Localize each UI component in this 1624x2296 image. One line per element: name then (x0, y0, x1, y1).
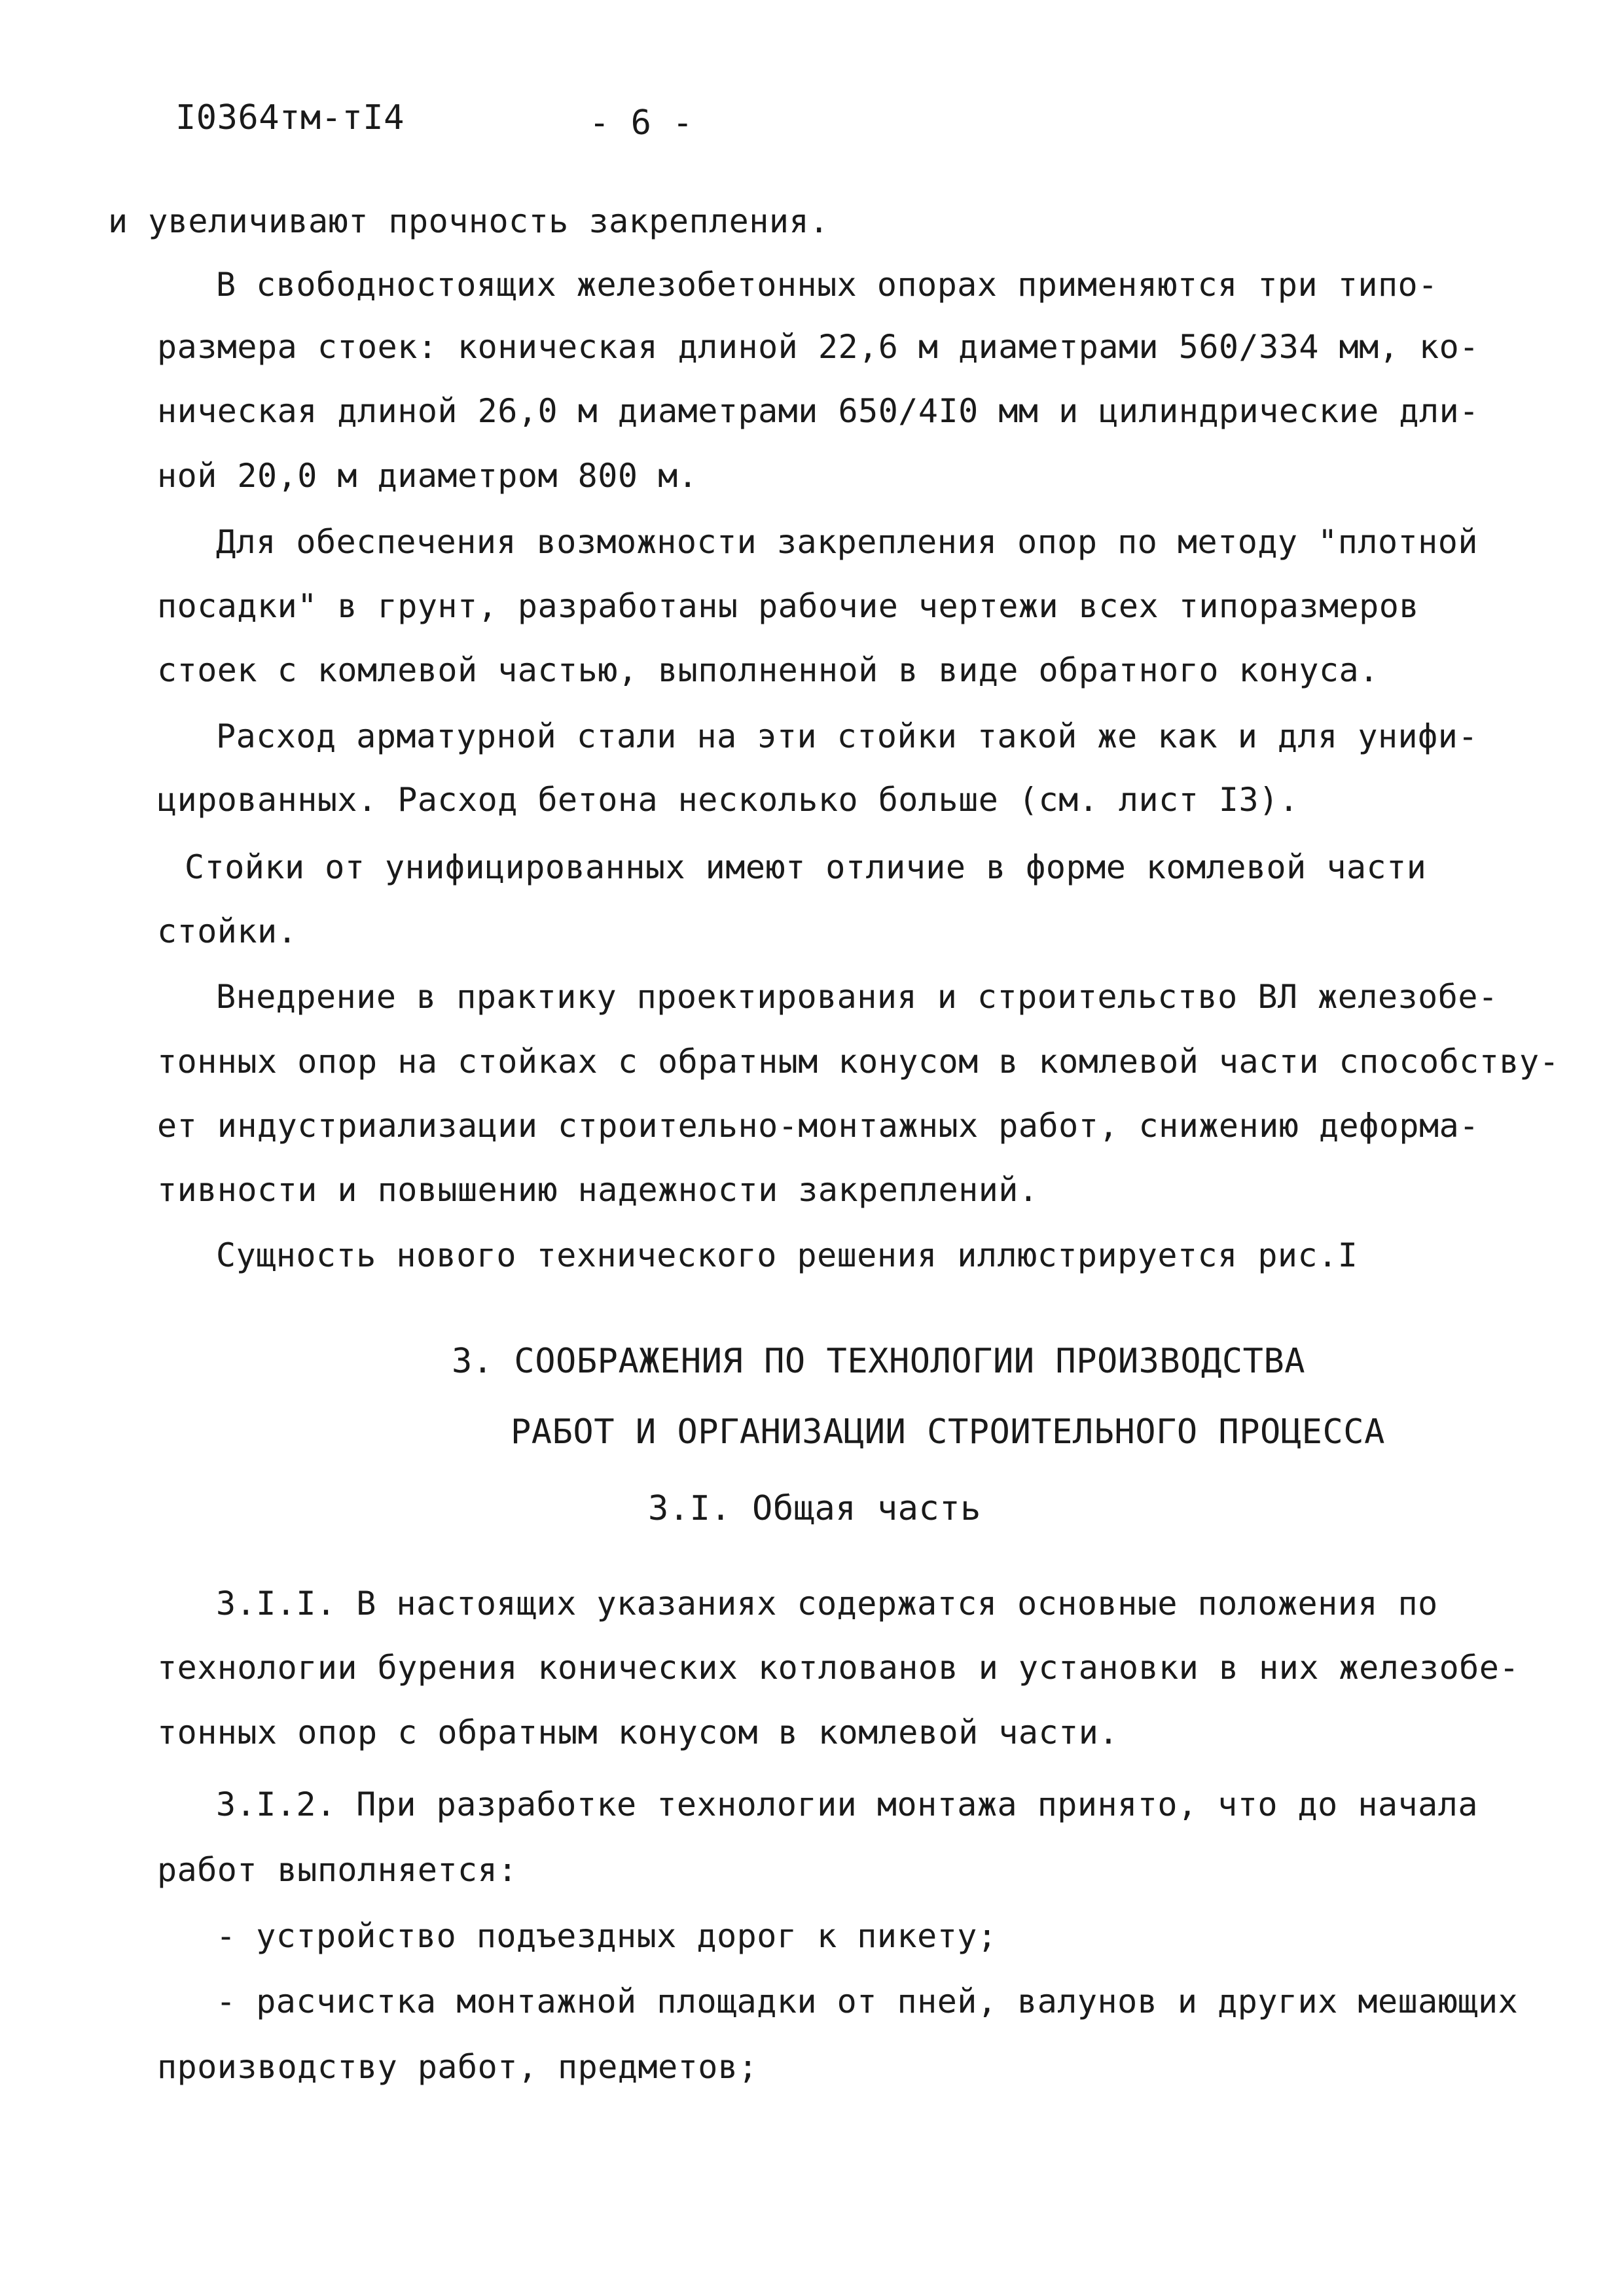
body-line: тонных опор на стойках с обратным конусом в комлевой части способству- (157, 1043, 1560, 1081)
body-line: тивности и повышению надежности закреплений. (157, 1171, 1039, 1209)
body-line: Внедрение в практику проектирования и строительство ВЛ железобе- (216, 978, 1498, 1016)
page-number: - 6 - (589, 103, 694, 143)
body-line: размера стоек: коническая длиной 22,6 м диаметрами 560/334 мм, ко- (157, 328, 1479, 366)
section-line: тонных опор с обратным конусом в комлевой части. (157, 1713, 1119, 1751)
list-item: - расчистка монтажной площадки от пней, валунов и других мешающих (216, 1982, 1519, 2020)
section-line: работ выполняется: (157, 1851, 518, 1889)
body-line: ет индустриализации строительно-монтажных работ, снижению деформа- (157, 1107, 1479, 1145)
list-item-continuation: производству работ, предметов; (157, 2048, 759, 2086)
body-line: посадки" в грунт, разработаны рабочие чертежи всех типоразмеров (157, 587, 1419, 625)
body-line: ническая длиной 26,0 м диаметрами 650/4I0 мм и цилиндрические дли- (157, 392, 1479, 430)
body-line: ной 20,0 м диаметром 800 м. (157, 457, 698, 495)
section-line: технологии бурения конических котлованов и установки в них железобе- (157, 1649, 1519, 1687)
body-line: стойки. (157, 912, 298, 950)
section-title-line-2: РАБОТ И ОРГАНИЗАЦИИ СТРОИТЕЛЬНОГО ПРОЦЕССА (511, 1412, 1385, 1452)
body-line: Стойки от унифицированных имеют отличие в форме комлевой части (185, 848, 1427, 886)
list-item: - устройство подъездных дорог к пикету; (216, 1917, 998, 1955)
body-line: Для обеспечения возможности закрепления опор по методу "плотной (216, 523, 1478, 561)
body-line: Расход арматурной стали на эти стойки такой же как и для унифи- (216, 717, 1478, 755)
subsection-title: 3.I. Общая часть (648, 1489, 981, 1528)
section-line: 3.I.2. При разработке технологии монтажа принято, что до начала (216, 1785, 1478, 1823)
body-line: Сущность нового технического решения иллюстрируется рис.I (216, 1236, 1358, 1274)
body-line: цированных. Расход бетона несколько больше (см. лист I3). (157, 781, 1299, 819)
body-line: В свободностоящих железобетонных опорах применяются три типо- (216, 266, 1438, 304)
section-title-line-1: 3. СООБРАЖЕНИЯ ПО ТЕХНОЛОГИИ ПРОИЗВОДСТВА (452, 1342, 1306, 1381)
body-line: и увеличивают прочность закрепления. (108, 202, 829, 240)
document-code: I0364тм-тI4 (175, 98, 405, 137)
section-line: 3.I.I. В настоящих указаниях содержатся основные положения по (216, 1585, 1438, 1623)
body-line: стоек с комлевой частью, выполненной в виде обратного конуса. (157, 651, 1379, 689)
